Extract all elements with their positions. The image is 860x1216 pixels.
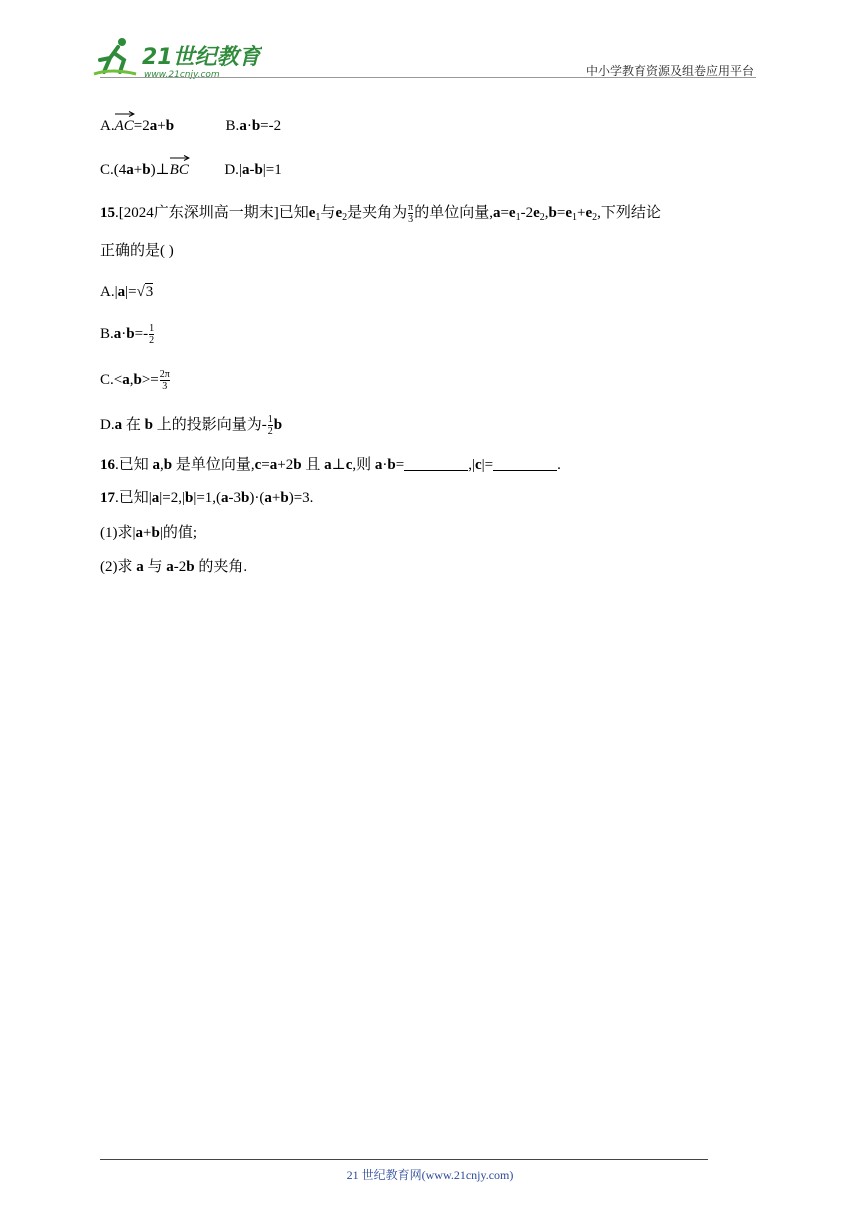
fraction-one-half: $\frac{1}{2}$ xyxy=(267,414,273,437)
footer-link[interactable]: 21 世纪教育网(www.21cnjy.com) xyxy=(346,1168,514,1182)
logo-url: www.21cnjy.com xyxy=(144,70,220,80)
q15-option-d: D.a 在 b 上的投影向量为- $\frac{1}{2}$ b xyxy=(100,414,283,437)
q15-stem-line2: 正确的是( ) xyxy=(100,243,174,259)
answer-blank-2[interactable] xyxy=(493,456,557,471)
q16-stem: 16.已知 a,b 是单位向量,c=a+2b 且 a⊥c,则 a·b= ,|c|= . xyxy=(100,457,561,473)
sqrt-symbol: √3 xyxy=(136,284,154,300)
q15-option-a: A.|a|=√3 xyxy=(100,284,154,300)
q17-stem: 17.已知|a|=2,|b|=1,(a-3b)·(a+b)=3. xyxy=(100,490,314,506)
q15-option-b: B.a·b=- $\frac{1}{2}$ xyxy=(100,323,155,346)
q14-options-cd: C.(4a+b)⊥ BC D.|a-b|=1 xyxy=(100,157,282,180)
fraction-one-half: $\frac{1}{2}$ xyxy=(149,323,155,346)
answer-blank-1[interactable] xyxy=(404,456,468,471)
site-logo xyxy=(92,34,262,80)
q15-option-c: C.<a,b>= $\frac{2\pi}{3}$ xyxy=(100,369,170,392)
q17-part-2: (2)求 a 与 a-2b 的夹角. xyxy=(100,559,248,575)
vector-bc: BC xyxy=(170,157,189,180)
header-slogan: 中小学教育资源及组卷应用平台 xyxy=(585,64,754,78)
footer-divider xyxy=(100,1159,708,1160)
q17-part-1: (1)求|a+b|的值; xyxy=(100,525,197,541)
q15-stem: 15.[2024广东深圳高一期末]已知$e_1$与$e_2$是夹角为 $\frac{\pi}{3}$ 的单位向量$,a=e_1-2e_2,b=e_1+e_2$,下列结论 xyxy=(100,202,661,225)
fraction-pi-over-3: $\frac{\pi}{3}$ xyxy=(408,202,414,225)
fraction-2pi-over-3: $\frac{2\pi}{3}$ xyxy=(159,369,170,392)
logo-text: 21世纪教育 xyxy=(142,45,261,70)
q14-options-ab: A. AC=2a+b B.a·b=-2 xyxy=(100,113,281,136)
runner-icon xyxy=(94,38,136,74)
vector-ac: AC xyxy=(115,113,134,136)
header-divider xyxy=(100,77,756,78)
